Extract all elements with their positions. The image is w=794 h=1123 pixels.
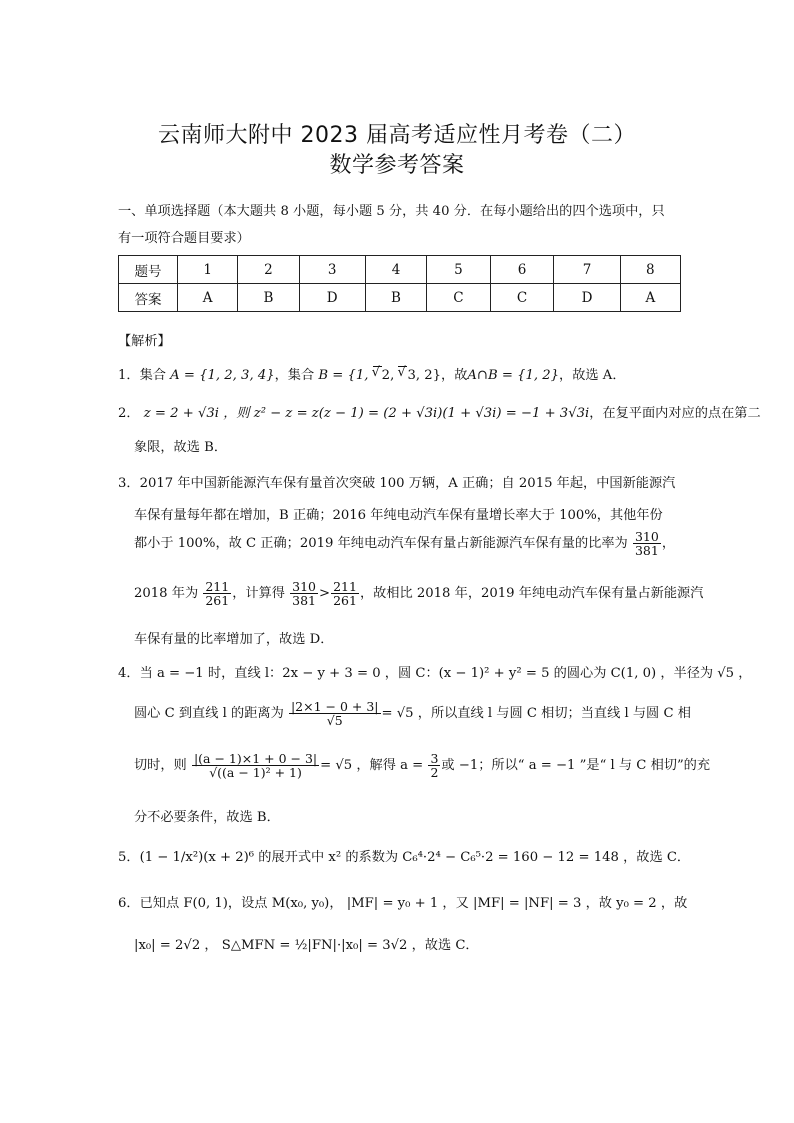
q3-text: 2018 年为: [134, 586, 199, 602]
q1-text: 集合: [139, 368, 166, 383]
q4-text: 或 −1；所以“ a = −1 ”是“ l 与 C 相切”的充: [441, 758, 711, 774]
q4-line1: [118, 662, 751, 681]
table-header-answer: 答案: [119, 284, 178, 312]
table-cell: 1: [178, 256, 238, 284]
q3-line1: [118, 472, 675, 491]
q4-number: 4．: [118, 666, 140, 681]
table-row-numbers: [119, 256, 681, 284]
q4-text: 当 a = −1 时，直线 l：2x − y + 3 = 0 ，圆 C：(x − 1)² + y² = 5 的圆心为 C(1, 0) ，半径为 √5 ，: [139, 666, 752, 681]
doc-title-line2: 数学参考答案: [329, 153, 465, 178]
q1-sqrt2: 2 √: [373, 368, 390, 383]
q3-fraction-2018: $\frac{211}{261}$: [205, 579, 230, 609]
q1-text: ，集合: [274, 368, 315, 383]
table-cell: 8: [620, 256, 680, 284]
q4-distance-fraction: $\frac{|2\times 1 - 0 + 3|}{√5}$: [290, 699, 379, 729]
q1-set-a: A = {1, 2, 3, 4}: [170, 368, 275, 383]
table-cell: B: [238, 284, 299, 312]
table-header-number: 题号: [119, 256, 178, 284]
q3-number: 3．: [118, 476, 140, 491]
q3-text: ，故相比 2018 年，2019 年纯电动汽车保有量占新能源汽: [359, 586, 704, 602]
table-cell: 6: [490, 256, 554, 284]
q3-text: 都小于 100%，故 C 正确；2019 年纯电动汽车保有量占新能源汽车保有量的比率为: [134, 536, 628, 552]
table-row-answers: [119, 284, 681, 312]
q5-line: [118, 846, 690, 865]
q2-number: 2．: [118, 406, 140, 421]
q3-fraction-2019: $\frac{310}{381}$: [634, 529, 659, 559]
q4-text: = √5 ，所以直线 l 与圆 C 相切；当直线 l 与圆 C 相: [381, 706, 691, 722]
table-cell: C: [490, 284, 554, 312]
q4-tangent-fraction: $\frac{|(a - 1)\times 1 + 0 - 3|}{\text{√((a − 1)² + 1)}}$: [193, 751, 318, 781]
q4-text: = √5 ，解得 a =: [320, 758, 424, 774]
table-cell: 3: [299, 256, 365, 284]
q6-text: 已知点 F(0, 1)，设点 M(x₀, y₀)， |MF| = y₀ + 1 ，又 |MF| = |NF| = 3 ，故 y₀ = 2 ，故: [139, 896, 688, 911]
table-cell: B: [365, 284, 426, 312]
q1-conclusion: ，故选 A．: [559, 368, 626, 383]
q1-text: ，故: [441, 368, 468, 383]
answer-table: [118, 255, 681, 312]
q1-line: 1．集合 A = {1, 2, 3, 4}，集合 B = {1, 2 √, 3 √, 2}，故A∩B = {1, 2}，故选 A．: [118, 364, 626, 383]
q2-line2: 象限，故选 B．: [134, 440, 228, 455]
q5-text: (1 − 1/x²)(x + 2)⁶ 的展开式中 x² 的系数为 C₆⁴·2⁴ − C₆⁵·2 = 160 − 12 = 148 ，故选 C．: [139, 850, 691, 865]
table-cell: 7: [554, 256, 620, 284]
q1-set-b-start: B = {1,: [318, 368, 373, 383]
q3-line5: 车保有量的比率增加了，故选 D．: [134, 632, 334, 647]
q3-line3: 都小于 100%，故 C 正确；2019 年纯电动汽车保有量占新能源汽车保有量的比率为 $\frac{310}{381}$ ，: [134, 529, 675, 559]
q3-text: ，计算得: [232, 586, 285, 602]
q1-set-b-end: , 2}: [415, 368, 442, 383]
table-cell: 5: [427, 256, 491, 284]
q4-line2: [134, 700, 691, 727]
section-heading-line2: 有一项符合题目要求）: [118, 231, 250, 246]
q3-text: 2017 年中国新能源汽车保有量首次突破 100 万辆，A 正确；自 2015 年起，中国新能源汽: [139, 476, 676, 491]
q1-intersection: A∩B = {1, 2}: [467, 368, 560, 383]
table-cell: 4: [365, 256, 426, 284]
section-heading-line1: 一、单项选择题（本大题共 8 小题，每小题 5 分，共 40 分．在每小题给出的四个选项中，只: [118, 204, 665, 219]
table-cell: D: [299, 284, 365, 312]
table-cell: C: [427, 284, 491, 312]
q1-number: 1．: [118, 368, 140, 383]
q1-sqrt3: 3 √: [398, 368, 415, 383]
q2-text: ，在复平面内对应的点在第二: [589, 406, 761, 421]
q3-line4: 2018 年为 $\frac{211}{261}$ ，计算得 $\frac{310}{381}$ > $\frac{211}{261}$ ，故相比 2018 年，2019 年纯电动汽车保有量占新能源汽: [134, 579, 704, 609]
q2-line1: [118, 402, 761, 421]
analysis-label: 【解析】: [118, 334, 171, 349]
q4-line3: [134, 752, 710, 779]
q6-line2: |x₀| = 2√2 ， S△MFN = ½|FN|·|x₀| = 3√2 ，故选 C．: [134, 938, 479, 953]
q5-number: 5．: [118, 850, 140, 865]
doc-title-line1: 云南师大附中 2023 届高考适应性月考卷（二）: [158, 123, 636, 148]
table-cell: D: [554, 284, 620, 312]
q4-solution-fraction: $\frac{3}{2}$: [430, 751, 439, 781]
q2-expression: z = 2 + √3i ，则 z² − z = z(z − 1) = (2 + √3i)(1 + √3i) = −1 + 3√3i: [143, 406, 590, 421]
table-cell: 2: [238, 256, 299, 284]
q3-fraction-compare-right: $\frac{211}{261}$: [333, 579, 357, 609]
q4-text: 圆心 C 到直线 l 的距离为: [134, 706, 284, 722]
q3-fraction-compare-left: $\frac{310}{381}$: [292, 579, 317, 609]
table-cell: A: [620, 284, 680, 312]
q4-line4: 分不必要条件，故选 B．: [134, 810, 280, 825]
q6-number: 6．: [118, 896, 140, 911]
q3-line2: 车保有量每年都在增加，B 正确；2016 年纯电动汽车保有量增长率大于 100%，其他年份: [134, 508, 663, 523]
q4-text: 切时，则: [134, 758, 187, 774]
table-cell: A: [178, 284, 238, 312]
q6-line1: [118, 892, 687, 911]
